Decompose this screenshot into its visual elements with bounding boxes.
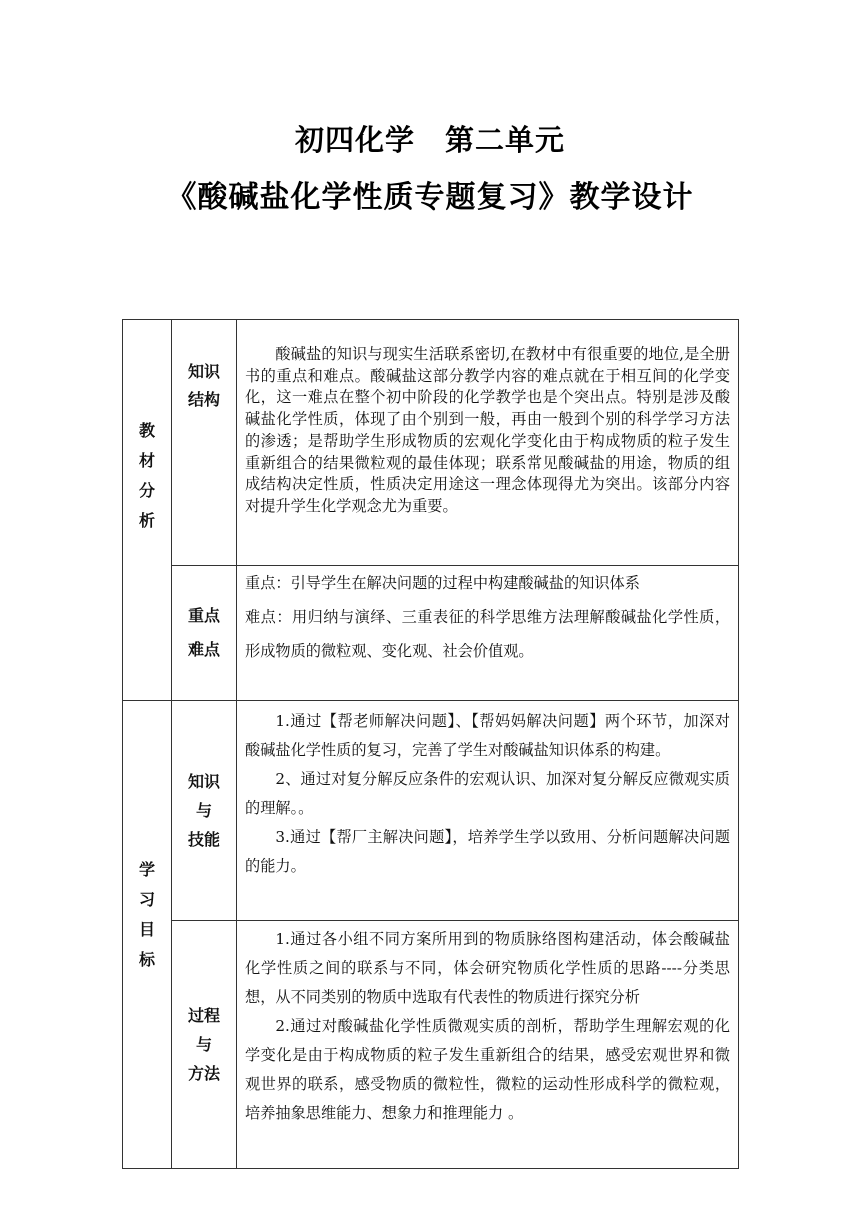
key-difficult-cell [237, 566, 739, 701]
row-label-text: 技能 [187, 830, 220, 849]
row-label-text: 过程 [187, 1006, 220, 1025]
row-label-text: 与 [195, 1035, 212, 1054]
objective-item: 2、通过对复分解反应条件的宏观认识、加深对复分解反应微观实质的理解。。 [245, 770, 730, 817]
row-label-text: 结构 [187, 390, 220, 409]
key-point-text: 重点：引导学生在解决问题的过程中构建酸碱盐的知识体系 [245, 574, 640, 592]
row-label-knowledge-skills [172, 701, 237, 921]
row-label-process-methods [172, 921, 237, 1169]
objective-item: 2.通过对酸碱盐化学性质微观实质的剖析，帮助学生理解宏观的化学变化是由于构成物质的粒子发生重新组合的结果，感受宏观世界和微观世界的联系，感受物质的微粒性，微粒的运动性形成科学的微粒观，培养抽象思维能力、想象力和推理能力 。 [245, 1017, 730, 1122]
knowledge-structure-cell [237, 320, 739, 566]
section-label-char: 材 [138, 451, 155, 470]
section-label-char: 标 [138, 949, 155, 969]
row-label-text: 难点 [187, 640, 220, 659]
difficult-point-text: 难点：用归纳与演绎、三重表征的科学思维方法理解酸碱盐化学性质，形成物质的微粒观、变化观、社会价值观。 [245, 608, 730, 660]
objective-item: 1.通过各小组不同方案所用到的物质脉络图构建活动，体会酸碱盐化学性质之间的联系与不同，体会研究物质化学性质的思路----分类思想，从不同类别的物质中选取有代表性的物质进行探究分析 [245, 930, 730, 1006]
row-label-text: 知识 [187, 362, 220, 381]
section-label-char: 分 [138, 481, 155, 500]
section-label-learning-objectives [123, 701, 172, 1169]
row-label-text: 与 [195, 801, 212, 820]
row-label-key-difficult [172, 566, 237, 701]
knowledge-skills-cell [237, 701, 739, 921]
knowledge-structure-text: 酸碱盐的知识与现实生活联系密切,在教材中有很重要的地位,是全册书的重点和难点。酸碱盐这部分教学内容的难点就在于相互间的化学变化，这一难点在整个初中阶段的化学教学也是个突出点。特别是涉及酸碱盐化学性质，体现了由个别到一般，再由一般到个别的科学学习方法的渗透；是帮助学生形成物质的宏观化学变化由于构成物质的粒子发生重新组合的结果微粒观的最佳体现；联系常见酸碱盐的用途，物质的组成结构决定性质，性质决定用途这一理念体现得尤为突出。该部分内容对提升学生化学观念尤为重要。 [245, 345, 730, 515]
row-label-knowledge-structure [172, 320, 237, 566]
table-row-process-methods [123, 921, 739, 1169]
section-label-char: 教 [138, 421, 155, 440]
document-title-line2: 《酸碱盐化学性质专题复习》教学设计 [166, 180, 694, 215]
table-row-knowledge-structure [123, 320, 739, 566]
row-label-text: 重点 [187, 606, 220, 625]
section-label-char: 目 [138, 919, 155, 939]
section-label-char: 析 [138, 511, 155, 530]
document-title-line1: 初四化学 第二单元 [294, 123, 565, 157]
row-label-text: 方法 [187, 1064, 220, 1083]
teaching-design-table [122, 319, 739, 1169]
objective-item: 1.通过【帮老师解决问题】、【帮妈妈解决问题】两个环节，加深对酸碱盐化学性质的复习，完善了学生对酸碱盐知识体系的构建。 [245, 712, 730, 759]
table-row-key-difficult-points [123, 566, 739, 701]
section-label-char: 习 [138, 889, 155, 909]
table-row-knowledge-skills [123, 701, 739, 921]
row-label-text: 知识 [187, 772, 220, 791]
section-label-char: 学 [138, 859, 155, 879]
section-label-textbook-analysis [123, 320, 172, 701]
process-methods-cell [237, 921, 739, 1169]
objective-item: 3.通过【帮厂主解决问题】，培养学生学以致用、分析问题解决问题的能力。 [245, 828, 730, 875]
